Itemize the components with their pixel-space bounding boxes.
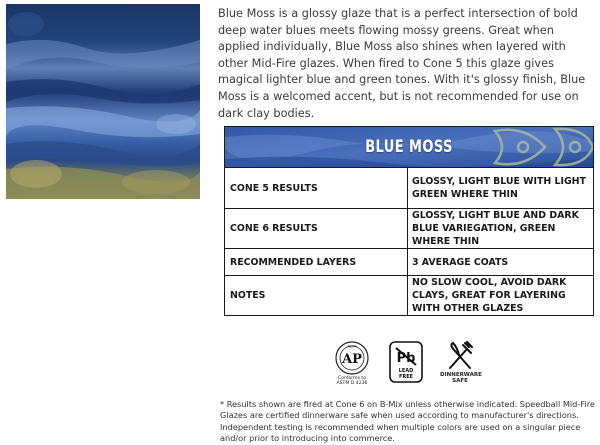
row-value: 3 AVERAGE COATS [412,256,509,268]
row-label: NOTES [225,276,408,315]
lead-free-graphic [389,341,423,383]
glaze-results-table [224,126,594,316]
row-value: GLOSSY, LIGHT BLUE WITH LIGHT GREEN WHERE THIN [412,176,586,200]
row-value: GLOSSY, LIGHT BLUE AND DARK BLUE VARIEGATION, GREEN WHERE THIN [412,210,579,247]
ap-caption-line1: Conforms to [337,376,367,381]
certification-icons [330,341,500,386]
lead-mark: Pb [396,351,416,366]
row-label: CONE 6 RESULTS [225,209,408,248]
row-label: RECOMMENDED LAYERS [225,249,408,275]
dinnerware-caption-line2: SAFE [452,378,468,384]
table-title: BLUE MOSS [365,137,453,157]
glaze-description: Blue Moss is a glossy glaze that is a perfect intersection of bold deep water blues meets flowing mossy greens. Great when applied individually, Blue Moss also shines when layered with other Mid-Fire glazes. When fired to Cone 5 this glaze gives magical lighter blue and green tones. With it's glossy finish, Blue Moss is a welcomed accent, but is not recommended for use on dark clay bodies. [218,7,586,120]
ap-caption-line2: ASTM D 4236 [336,381,368,386]
lead-caption-line2: FREE [398,374,414,380]
table-row-cone5 [225,168,593,209]
table-header [225,127,593,168]
table-row-cone6 [225,209,593,249]
ap-seal-graphic [334,341,370,375]
dinnerware-caption-line1: DINNERWARE [440,372,482,378]
lead-caption-line1: LEAD [398,368,414,374]
footnote: * Results shown are fired at Cone 6 on B-Mix unless otherwise indicated. Speedball Mid-Fire Glazes are certified dinnerware safe when used according to manufacturer's directions. Independent testing is recommended when multiple colors are used on a singular piece and/or prior to introducing into commerce. [220,399,595,444]
table-row-layers [225,249,593,276]
fork-knife-icon [445,341,475,371]
ap-caption [330,376,374,386]
dinnerware-caption [440,372,480,384]
ap-mark: AP [342,352,362,367]
row-label: CONE 5 RESULTS [225,168,408,208]
ap-ring-label: ACMI [347,344,357,349]
table-row-notes [225,276,593,315]
glaze-swatch-graphic [6,4,200,199]
glaze-swatch-image [6,4,200,199]
row-value: NO SLOW COOL, AVOID DARK CLAYS, GREAT FOR LAYERING WITH OTHER GLAZES [412,277,567,314]
